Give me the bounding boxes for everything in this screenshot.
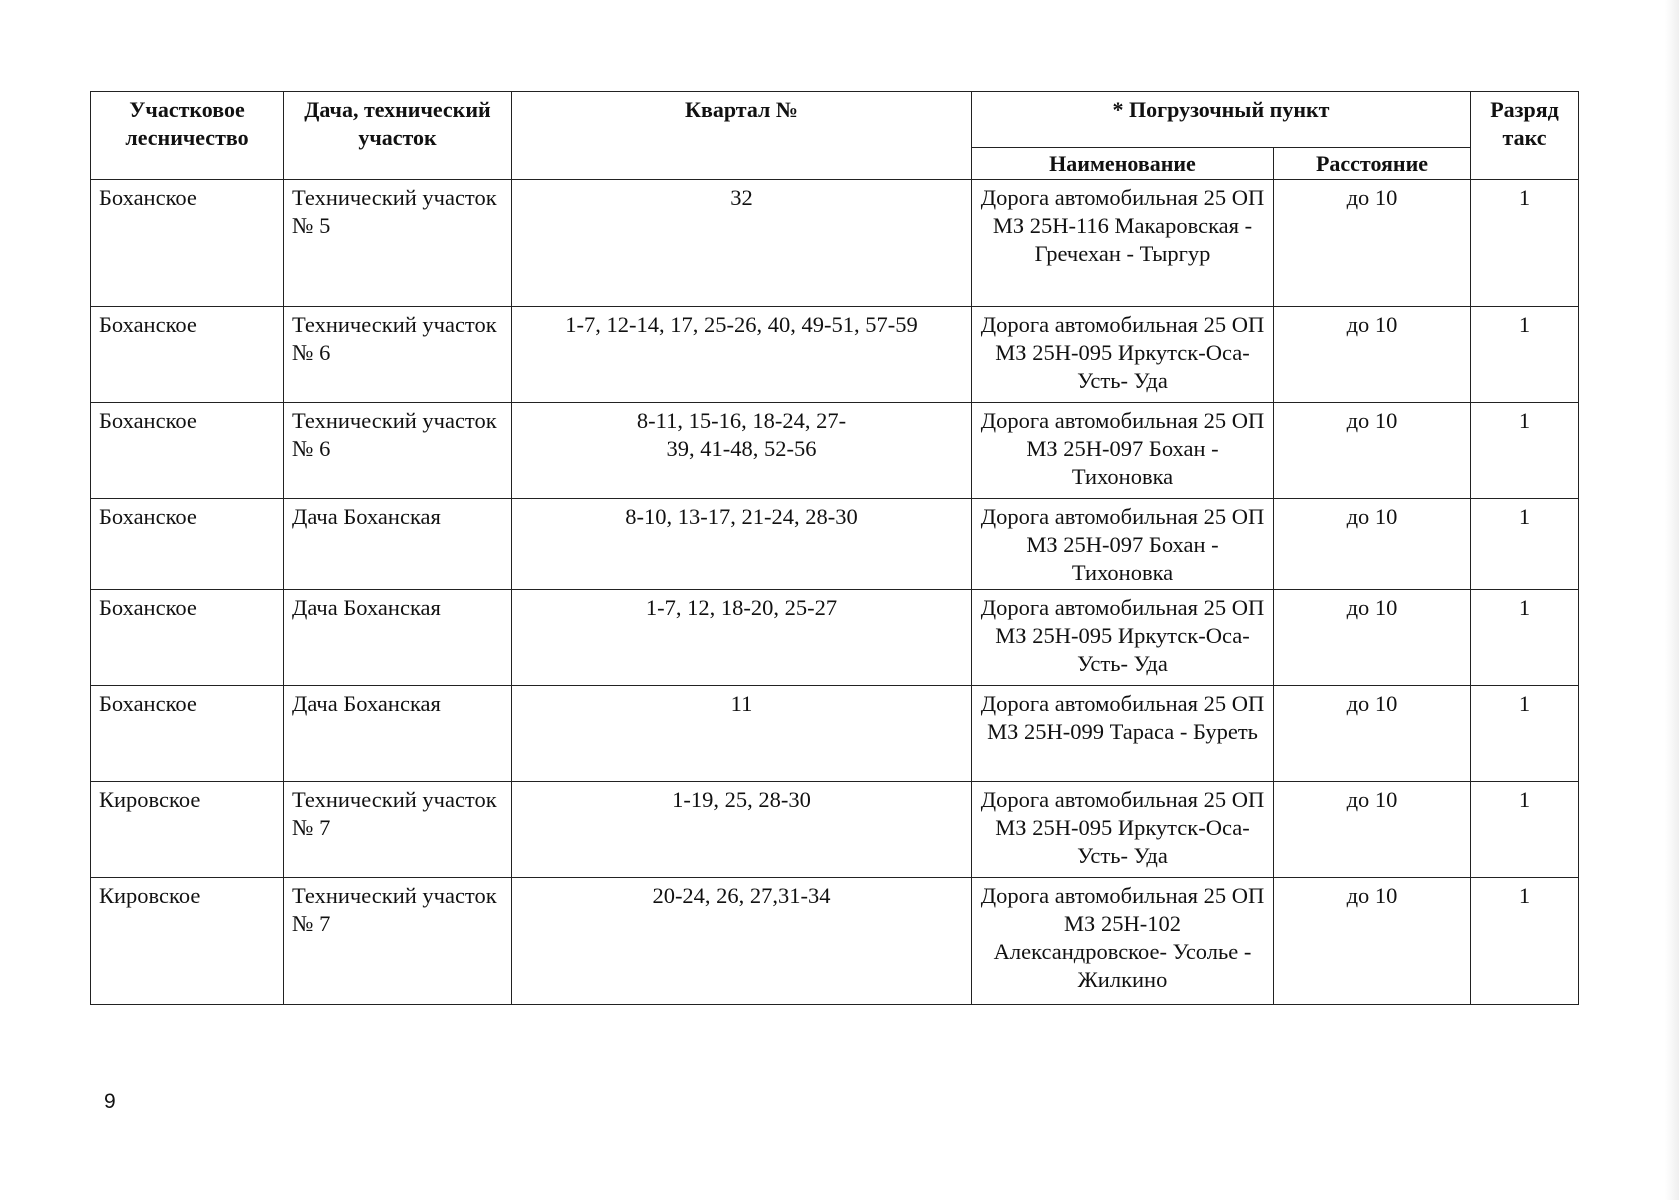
table-row (91, 307, 1579, 403)
table-row (91, 590, 1579, 686)
header-distance: Расстояние (1274, 148, 1471, 180)
cell-forestry: Боханское (91, 307, 284, 403)
cell-dacha: Технический участок № 6 (284, 403, 512, 499)
cell-quarter: 1-7, 12, 18-20, 25-27 (512, 590, 972, 686)
cell-dacha: Дача Боханская (284, 686, 512, 782)
table-row (91, 180, 1579, 307)
cell-quarter: 20-24, 26, 27,31-34 (512, 878, 972, 1005)
cell-tax-class: 1 (1471, 307, 1579, 403)
cell-dacha: Дача Боханская (284, 590, 512, 686)
loading-points-table (90, 91, 1579, 1005)
cell-tax-class: 1 (1471, 403, 1579, 499)
table-row (91, 499, 1579, 590)
cell-distance: до 10 (1274, 180, 1471, 307)
cell-loading-name: Дорога автомобильная 25 ОП МЗ 25Н-095 Иркутск-Оса-Усть- Уда (972, 590, 1274, 686)
header-loading-point: * Погрузочный пункт (972, 92, 1471, 148)
header-row-main (91, 92, 1579, 148)
header-forestry: Участковое лесничество (91, 92, 284, 180)
cell-distance: до 10 (1274, 686, 1471, 782)
cell-distance: до 10 (1274, 307, 1471, 403)
cell-loading-name: Дорога автомобильная 25 ОП МЗ 25Н-097 Бохан - Тихоновка (972, 499, 1274, 590)
cell-forestry: Кировское (91, 782, 284, 878)
cell-quarter: 32 (512, 180, 972, 307)
table-body (91, 180, 1579, 1005)
table-row (91, 782, 1579, 878)
cell-tax-class: 1 (1471, 686, 1579, 782)
table-row (91, 878, 1579, 1005)
cell-forestry: Боханское (91, 403, 284, 499)
cell-forestry: Кировское (91, 878, 284, 1005)
cell-distance: до 10 (1274, 590, 1471, 686)
cell-dacha: Технический участок № 7 (284, 782, 512, 878)
cell-quarter: 11 (512, 686, 972, 782)
cell-tax-class: 1 (1471, 782, 1579, 878)
cell-tax-class: 1 (1471, 499, 1579, 590)
header-tax-class: Разряд такс (1471, 92, 1579, 180)
header-quarter: Квартал № (512, 92, 972, 180)
cell-forestry: Боханское (91, 499, 284, 590)
header-dacha: Дача, технический участок (284, 92, 512, 180)
table-row (91, 686, 1579, 782)
cell-forestry: Боханское (91, 590, 284, 686)
cell-distance: до 10 (1274, 499, 1471, 590)
cell-quarter: 8-10, 13-17, 21-24, 28-30 (512, 499, 972, 590)
cell-tax-class: 1 (1471, 590, 1579, 686)
scan-edge-shadow (1665, 0, 1679, 1200)
table-header (91, 92, 1579, 180)
cell-distance: до 10 (1274, 782, 1471, 878)
cell-dacha: Дача Боханская (284, 499, 512, 590)
cell-quarter: 8-11, 15-16, 18-24, 27-39, 41-48, 52-56 (512, 403, 972, 499)
cell-tax-class: 1 (1471, 878, 1579, 1005)
cell-loading-name: Дорога автомобильная 25 ОП МЗ 25Н-095 Иркутск-Оса-Усть- Уда (972, 307, 1274, 403)
cell-quarter: 1-19, 25, 28-30 (512, 782, 972, 878)
cell-distance: до 10 (1274, 878, 1471, 1005)
cell-dacha: Технический участок № 6 (284, 307, 512, 403)
cell-tax-class: 1 (1471, 180, 1579, 307)
page-number: 9 (104, 1090, 116, 1113)
header-name: Наименование (972, 148, 1274, 180)
cell-dacha: Технический участок № 5 (284, 180, 512, 307)
cell-loading-name: Дорога автомобильная 25 ОП МЗ 25Н-116 Макаровская - Гречехан - Тыргур (972, 180, 1274, 307)
cell-quarter: 1-7, 12-14, 17, 25-26, 40, 49-51, 57-59 (512, 307, 972, 403)
cell-forestry: Боханское (91, 180, 284, 307)
cell-loading-name: Дорога автомобильная 25 ОП МЗ 25Н-102 Александровское- Усолье - Жилкино (972, 878, 1274, 1005)
cell-distance: до 10 (1274, 403, 1471, 499)
cell-loading-name: Дорога автомобильная 25 ОП МЗ 25Н-095 Иркутск-Оса-Усть- Уда (972, 782, 1274, 878)
cell-loading-name: Дорога автомобильная 25 ОП МЗ 25Н-097 Бохан - Тихоновка (972, 403, 1274, 499)
cell-loading-name: Дорога автомобильная 25 ОП МЗ 25Н-099 Тараса - Буреть (972, 686, 1274, 782)
table-row (91, 403, 1579, 499)
cell-dacha: Технический участок № 7 (284, 878, 512, 1005)
cell-forestry: Боханское (91, 686, 284, 782)
